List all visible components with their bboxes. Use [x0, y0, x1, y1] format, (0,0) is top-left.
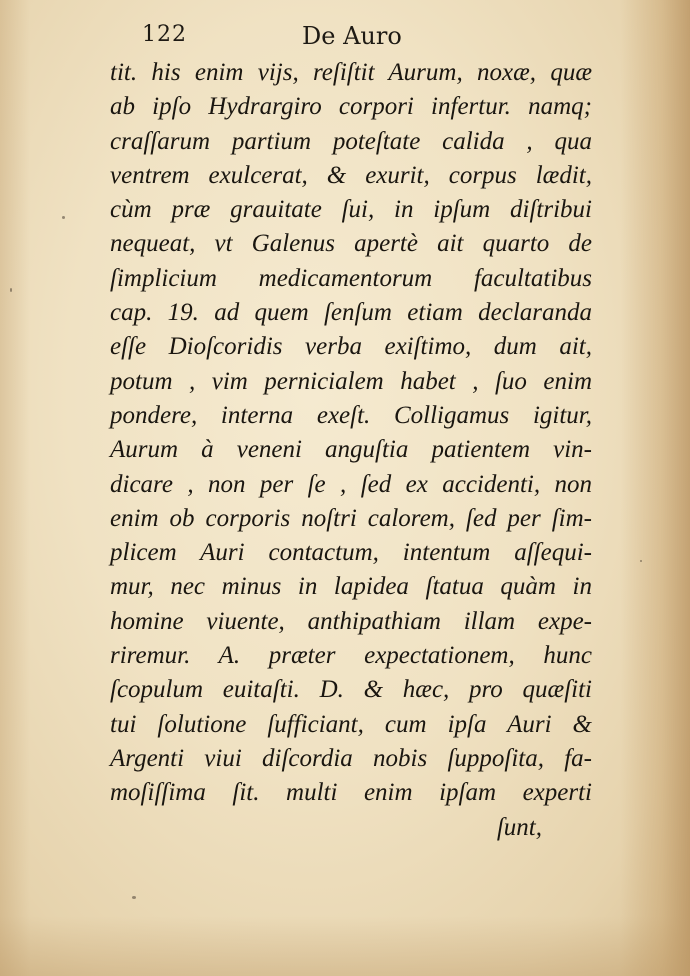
text-line: ventrem exulcerat, & exurit, corpus lædit,: [110, 161, 592, 189]
body-text: [110, 56, 592, 845]
text-line: dicare , non per ſe , ſed ex accidenti, non: [110, 470, 592, 498]
text-line: tui ſolutione ſufficiant, cum ipſa Auri &: [110, 710, 592, 738]
text-line: moſiſſima ſit. multi enim ipſam experti: [110, 779, 592, 807]
page-bottom-shadow: [0, 916, 690, 976]
text-line: tit. his enim vijs, reſiſtit Aurum, noxæ, quæ: [110, 59, 592, 86]
ink-speck: [62, 216, 65, 219]
page-right-shadow: [620, 0, 690, 976]
text-line: potum , vim pernicialem habet , ſuo enim: [110, 367, 592, 395]
text-line: cùm præ grauitate ſui, in ipſum diſtribui: [110, 196, 592, 224]
text-line: ab ipſo Hydrargiro corpori infertur. namq;: [110, 93, 592, 121]
running-title: De Auro: [302, 22, 402, 50]
text-line: enim ob corporis noſtri calorem, ſed per ſim-: [110, 504, 592, 532]
ink-speck: [640, 560, 642, 562]
text-line: Argenti viui diſcordia nobis ſuppoſita, fa-: [110, 744, 592, 772]
text-line: mur, nec minus in lapidea ſtatua quàm in: [110, 573, 592, 601]
text-line: pondere, interna exeſt. Colligamus igitur,: [110, 401, 592, 429]
text-line: eſſe Dioſcoridis verba exiſtimo, dum ait,: [110, 333, 592, 361]
text-line: ſcopulum euitaſti. D. & hæc, pro quæſiti: [110, 676, 592, 704]
ink-speck: [132, 896, 136, 899]
page-left-shadow: [0, 0, 30, 976]
text-line: plicem Auri contactum, intentum aſſequi-: [110, 539, 592, 567]
ink-speck: [10, 288, 12, 292]
page-number: 122: [142, 22, 187, 47]
text-line: craſſarum partium poteſtate calida , qua: [110, 127, 592, 155]
text-line: riremur. A. præter expectationem, hunc: [110, 642, 592, 670]
catchword-line: ſunt,: [496, 813, 542, 841]
text-line: homine viuente, anthipathiam illam expe-: [110, 607, 592, 635]
page-header: [142, 22, 410, 52]
text-line: ſimplicium medicamentorum facultatibus: [110, 264, 592, 292]
text-line: Aurum à veneni anguſtia patientem vin-: [110, 436, 592, 464]
text-line: cap. 19. ad quem ſenſum etiam declaranda: [110, 299, 592, 327]
text-line: nequeat, vt Galenus apertè ait quarto de: [110, 230, 592, 258]
